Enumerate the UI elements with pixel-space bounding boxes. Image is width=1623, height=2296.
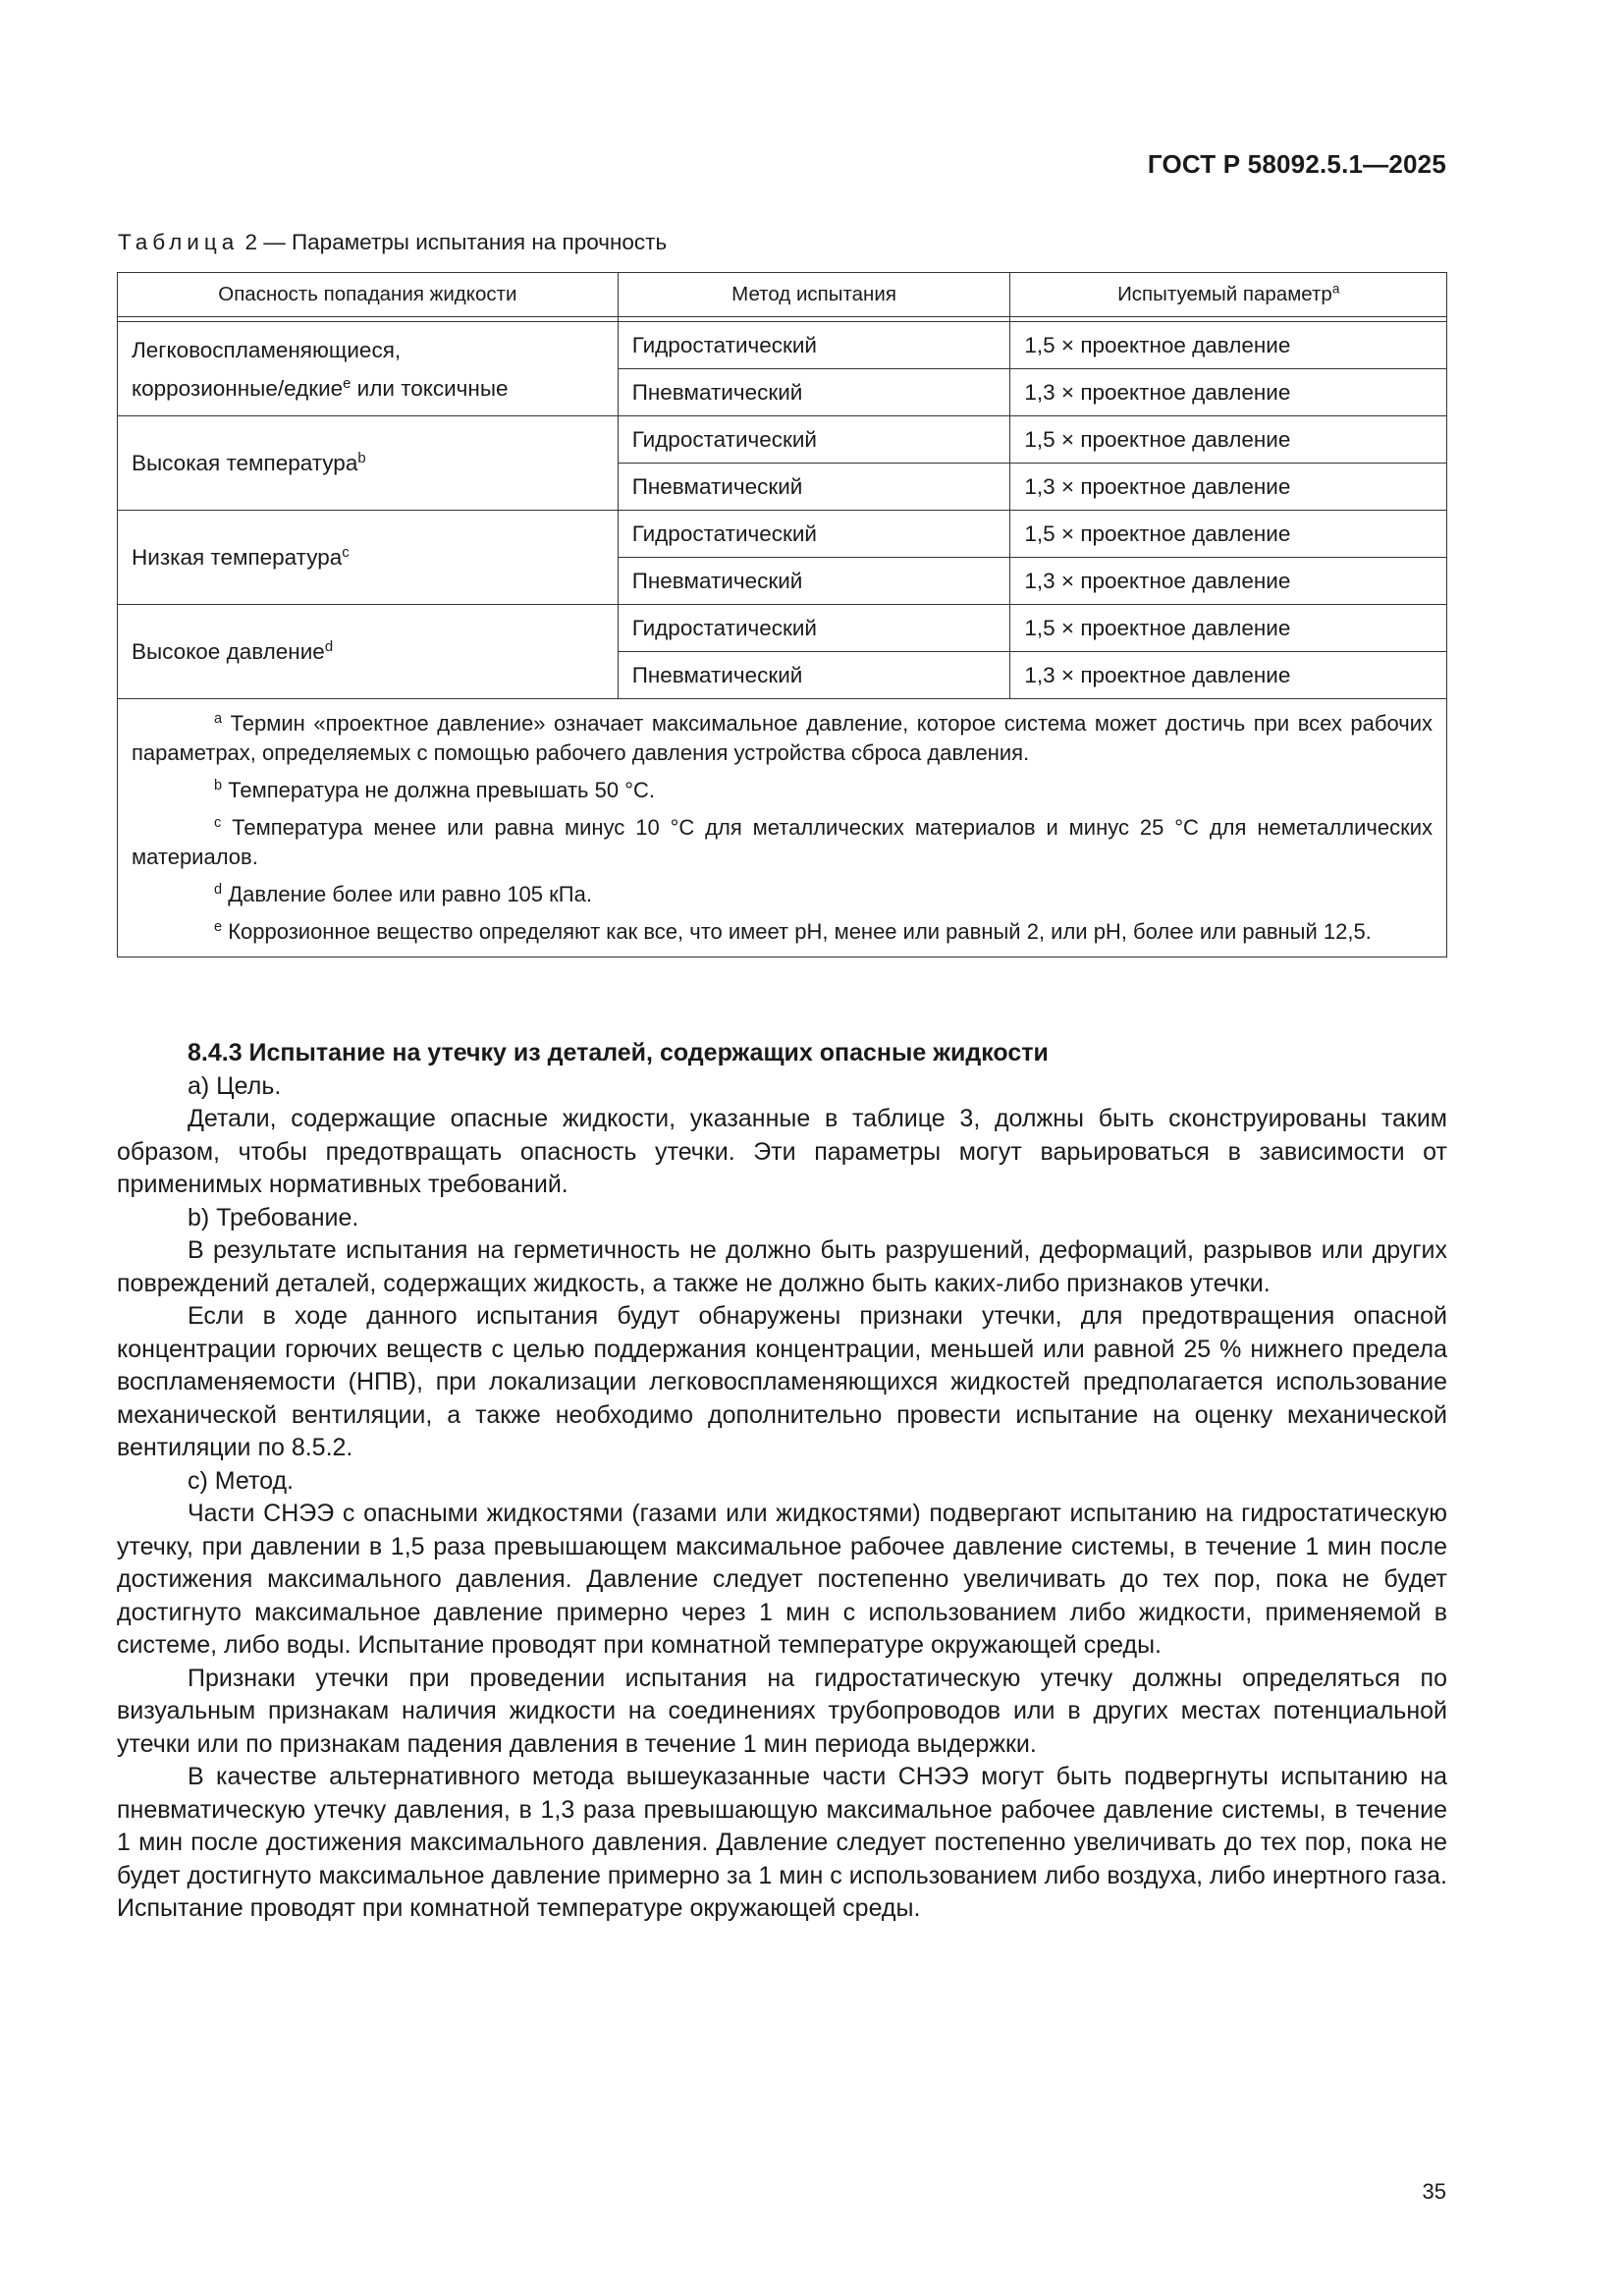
table-caption-word: Таблица bbox=[118, 230, 240, 254]
table-notes bbox=[118, 699, 1447, 957]
section-paragraph: b) Требование. bbox=[188, 1203, 359, 1231]
table-note: $^c$ Температура менее или равна минус 10 °С для металлических материалов и минус 25 °С для неметаллических материалов. bbox=[132, 815, 1433, 869]
table-row bbox=[118, 605, 1447, 652]
table-notes-row bbox=[118, 699, 1447, 957]
document-number: ГОСТ Р 58092.5.1—2025 bbox=[1147, 149, 1446, 179]
section-paragraph: Если в ходе данного испытания будут обнаружены признаки утечки, для предотвращения опасной концентрации горючих веществ с целью поддержания концентрации, меньшей или равной 25 % нижнего предела воспламеняемости (НПВ), при локализации легковоспламеняющихся жидкостей предполагается использование механической вентиляции, а также необходимо дополнительно провести испытание на оценку механической вентиляции по 8.5.2. bbox=[117, 1302, 1447, 1461]
footnote-mark: a bbox=[214, 711, 223, 728]
section-paragraph: Признаки утечки при проведении испытания на гидростатическую утечку должны определяться по визуальным признакам наличия жидкости на соединениях трубопроводов или в других местах потенциальной утечки или по признакам падения давления в течение 1 мин периода выдержки. bbox=[117, 1664, 1447, 1758]
table-header-row bbox=[118, 273, 1447, 317]
hazard-cell: Легковоспламеняющиеся, коррозионные/едкие$^e$ или токсичные bbox=[118, 322, 619, 416]
table-caption-title: 2 — Параметры испытания на прочность bbox=[239, 230, 668, 254]
footnote-mark: c bbox=[214, 815, 222, 832]
footnote-mark: d bbox=[324, 638, 334, 655]
parameter-cell: 1,3 × проектное давление bbox=[1010, 558, 1447, 605]
hazard-cell: Высокое давление$^d$ bbox=[118, 605, 619, 699]
footnote-mark: e bbox=[343, 375, 352, 392]
strength-test-table bbox=[117, 272, 1447, 957]
footnote-mark: a bbox=[1331, 281, 1340, 297]
section-8-4-3 bbox=[117, 1037, 1447, 1926]
hazard-cell: Высокая температура$^b$ bbox=[118, 416, 619, 511]
column-header-hazard: Опасность попадания жидкости bbox=[118, 273, 619, 317]
section-paragraph: а) Цель. bbox=[188, 1071, 282, 1100]
section-paragraph: Детали, содержащие опасные жидкости, указанные в таблице 3, должны быть сконструированы таким образом, чтобы предотвращать опасность утечки. Эти параметры могут варьироваться в зависимости от применимых нормативных требований. bbox=[117, 1105, 1447, 1198]
table-row bbox=[118, 416, 1447, 464]
table-note: $^e$ Коррозионное вещество определяют как все, что имеет рН, менее или равный 2, или рН, более или равный 12,5. bbox=[214, 919, 1372, 944]
table-row bbox=[118, 511, 1447, 558]
footnote-mark: d bbox=[214, 882, 223, 899]
section-paragraph: с) Метод. bbox=[188, 1466, 295, 1495]
footnote-mark: b bbox=[357, 450, 366, 466]
footnote-mark: b bbox=[214, 778, 223, 794]
table-note: $^b$ Температура не должна превышать 50 °С. bbox=[214, 778, 656, 802]
section-paragraph: Части СНЭЭ с опасными жидкостями (газами или жидкостями) подвергают испытанию на гидростатическую утечку, при давлении в 1,5 раза превышающем максимальное рабочее давление системы, в течение 1 мин после достижения максимального давления. Давление следует постепенно увеличивать до тех пор, пока не будет достигнуто максимальное давление примерно через 1 мин с использованием либо жидкости, применяемой в системе, либо воды. Испытание проводят при комнатной температуре окружающей среды. bbox=[117, 1500, 1447, 1659]
method-cell: Пневматический bbox=[618, 652, 1010, 699]
parameter-cell: 1,5 × проектное давление bbox=[1010, 416, 1447, 464]
column-header-parameter: Испытуемый параметр$^a$ bbox=[1010, 273, 1447, 317]
column-header-method: Метод испытания bbox=[618, 273, 1010, 317]
method-cell: Гидростатический bbox=[618, 511, 1010, 558]
method-cell: Гидростатический bbox=[618, 322, 1010, 369]
table-note: $^a$ Термин «проектное давление» означает максимальное давление, которое система может достичь при всех рабочих параметрах, определяемых с помощью рабочего давления устройства сброса давления. bbox=[132, 711, 1433, 765]
footnote-mark: c bbox=[342, 544, 350, 561]
page-number: 35 bbox=[1422, 2179, 1446, 2204]
hazard-cell: Низкая температура$^c$ bbox=[118, 511, 619, 605]
section-paragraph: В результате испытания на герметичность не должно быть разрушений, деформаций, разрывов или других повреждений деталей, содержащих жидкость, а также не должно быть каких-либо признаков утечки. bbox=[117, 1236, 1447, 1297]
table-caption bbox=[118, 230, 667, 255]
table-note: $^d$ Давление более или равно 105 кПа. bbox=[214, 882, 592, 906]
parameter-cell: 1,5 × проектное давление bbox=[1010, 322, 1447, 369]
table-row bbox=[118, 322, 1447, 369]
method-cell: Пневматический bbox=[618, 558, 1010, 605]
section-heading: 8.4.3 Испытание на утечку из деталей, содержащих опасные жидкости bbox=[188, 1039, 1049, 1066]
method-cell: Гидростатический bbox=[618, 416, 1010, 464]
parameter-cell: 1,5 × проектное давление bbox=[1010, 511, 1447, 558]
parameter-cell: 1,5 × проектное давление bbox=[1010, 605, 1447, 652]
parameter-cell: 1,3 × проектное давление bbox=[1010, 464, 1447, 511]
parameter-cell: 1,3 × проектное давление bbox=[1010, 652, 1447, 699]
method-cell: Пневматический bbox=[618, 369, 1010, 416]
parameter-cell: 1,3 × проектное давление bbox=[1010, 369, 1447, 416]
section-paragraph: В качестве альтернативного метода вышеуказанные части СНЭЭ могут быть подвергнуты испытанию на пневматическую утечку давления, в 1,3 раза превышающую максимальное рабочее давление системы, в течение 1 мин после достижения максимального давления. Давление следует постепенно увеличивать до тех пор, пока не будет достигнуто максимальное давление примерно за 1 мин с использованием либо воздуха, либо инертного газа. Испытание проводят при комнатной температуре окружающей среды. bbox=[117, 1763, 1447, 1922]
footnote-mark: e bbox=[214, 919, 223, 936]
method-cell: Гидростатический bbox=[618, 605, 1010, 652]
method-cell: Пневматический bbox=[618, 464, 1010, 511]
